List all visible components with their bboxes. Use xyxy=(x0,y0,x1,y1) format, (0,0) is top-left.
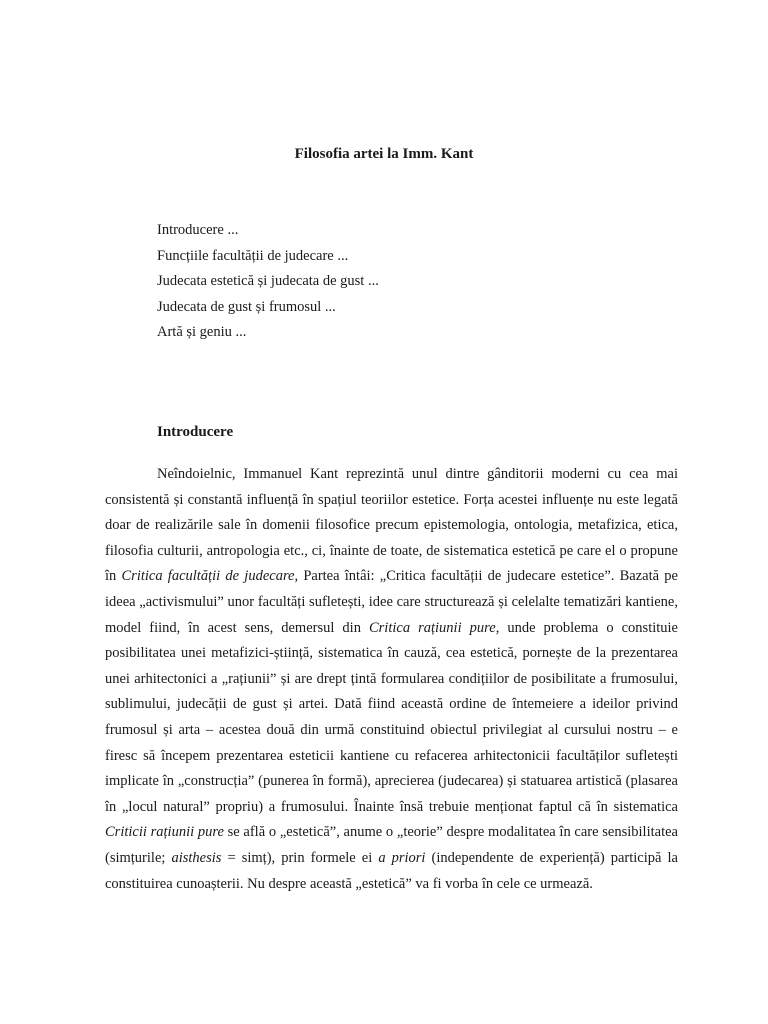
paragraph-text: se află o „estetică”, anume o „teorie” despre modalitatea în care sensibilitatea (simțurile; xyxy=(105,824,678,866)
toc-item-judecata-estetica: Judecata estetică și judecata de gust ... xyxy=(157,273,379,289)
toc-item-arta-si-geniu: Artă și geniu ... xyxy=(157,324,247,340)
paragraph-text: (independente de experiență) participă la constituirea cunoașterii. Nu despre această „estetică” va fi vorba în cele ce urmează. xyxy=(105,849,678,892)
toc-item-functiile: Funcțiile facultății de judecare ... xyxy=(157,247,349,264)
table-of-contents xyxy=(157,220,379,348)
toc-item-judecata-de-gust: Judecata de gust și frumosul ... xyxy=(157,298,336,315)
italic-title: Critica rațiunii pure xyxy=(368,619,496,636)
paragraph-text: = simț), prin formele ei xyxy=(221,849,379,866)
body-paragraph xyxy=(105,462,678,897)
paragraph-text: Neîndoielnic, Immanuel Kant reprezintă unul dintre gânditorii moderni cu cea mai consistentă și constantă influență în spațiul teoriilor estetice. Forța acestei influențe nu este legată doar de realizările sale în domenii filosofice precum epistemologia, ontologia, metafizica, etica, filosofia culturii, antropologia etc., ci, înainte de toate, de sistematica estetică pe care el o propune în xyxy=(105,466,678,585)
italic-term: a priori xyxy=(378,849,426,866)
paragraph-text: , Partea întâi: „Critica facultății de judecare estetice”. Bazată pe ideea „activismului” unor facultăți sufletești, idee care structurează și celelalte tematizări kantiene, model fiind, în acest sens, demersul din xyxy=(105,568,678,636)
paragraph-text: , unde problema o constituie posibilitatea unei metafizici-știință, sistematica în cauză, cea estetică, pornește de la prezentarea unei arhitectonici a „rațiunii” și are drept țintă formularea condițiilor de posibilitate a frumosului, sublimului, judecății de gust și artei. Dată fiind această ordine de întemeiere a ideilor privind frumosul și arta – acestea două din urmă constituind obiectul privilegiat al cursului nostru – e firesc să începem prezentarea esteticii kantiene cu refacerea arhitectonicii facultăților sufletești implicate în „construcția” (punerea în formă), aprecierea (judecarea) și statuarea artistică (plasarea în „locul natural” propriu) a frumosului. Înainte însă trebuie menționat faptul că în sistematica xyxy=(105,619,678,815)
toc-item-introducere: Introducere ... xyxy=(157,222,239,238)
italic-term: aisthesis xyxy=(171,849,222,866)
section-heading: Introducere xyxy=(157,424,234,440)
italic-title: Critica facultății de judecare xyxy=(121,568,295,585)
italic-title: Criticii rațiunii pure xyxy=(105,824,224,841)
document-title: Filosofia artei la Imm. Kant xyxy=(294,146,474,162)
